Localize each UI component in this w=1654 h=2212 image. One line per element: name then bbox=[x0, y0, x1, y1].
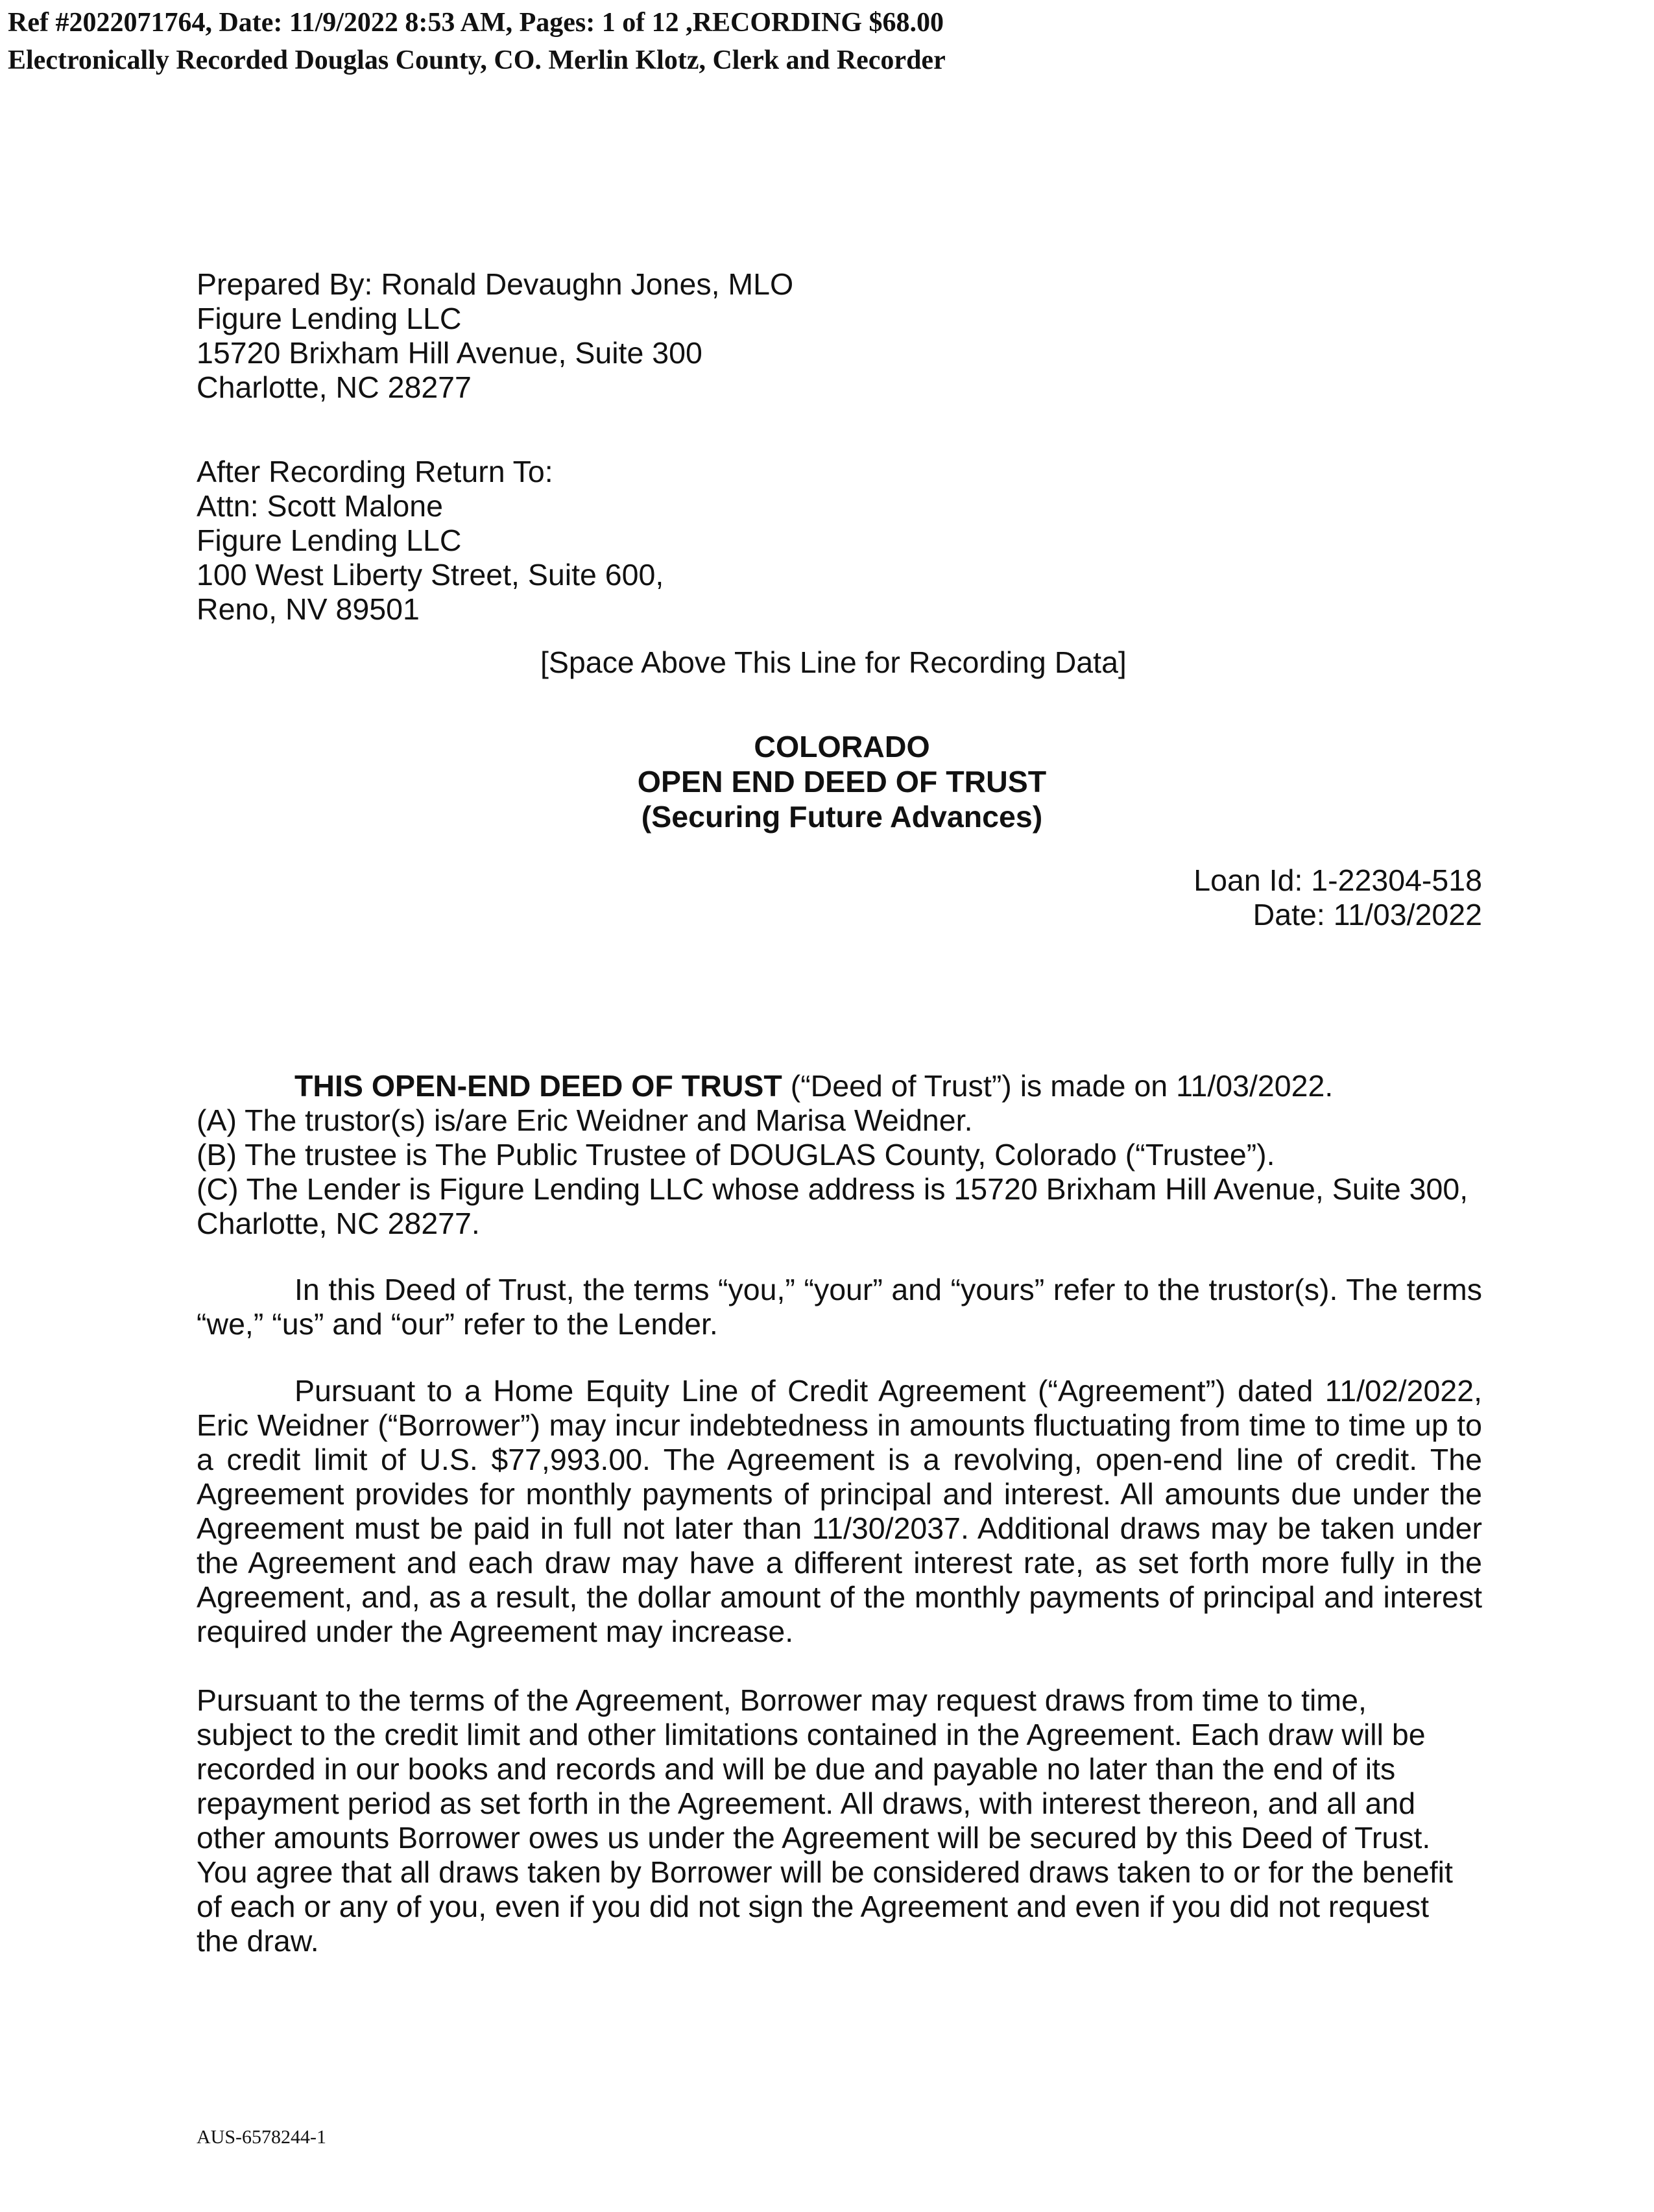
recording-header-line-1: Ref #2022071764, Date: 11/9/2022 8:53 AM, Pages: 1 of 12 ,RECORDING $68.00 bbox=[8, 8, 944, 38]
space-above-note: [Space Above This Line for Recording Data] bbox=[540, 645, 1127, 679]
draws-line: the draw. bbox=[197, 1924, 319, 1958]
return-to-heading: After Recording Return To: bbox=[197, 455, 553, 488]
draws-line: Pursuant to the terms of the Agreement, Borrower may request draws from time to time, bbox=[197, 1683, 1367, 1717]
prepared-by-line: Prepared By: Ronald Devaughn Jones, MLO bbox=[197, 267, 794, 301]
prepared-by-company: Figure Lending LLC bbox=[197, 302, 462, 335]
loan-date: Date: 11/03/2022 bbox=[1252, 898, 1482, 932]
draws-line: repayment period as set forth in the Agreement. All draws, with interest thereon, and all and bbox=[197, 1786, 1416, 1820]
trustors-line: (A) The trustor(s) is/are Eric Weidner and Marisa Weidner. bbox=[197, 1103, 973, 1137]
prepared-by-block bbox=[197, 267, 793, 405]
trustee-line: (B) The trustee is The Public Trustee of DOUGLAS County, Colorado (“Trustee”). bbox=[197, 1138, 1275, 1172]
draws-line: recorded in our books and records and will be due and payable no later than the end of its bbox=[197, 1752, 1396, 1786]
deed-made-lead bbox=[197, 1069, 1482, 1103]
return-to-attn: Attn: Scott Malone bbox=[197, 489, 443, 523]
deed-made-paragraph bbox=[197, 1069, 1482, 1241]
deed-made-lead-rest: (“Deed of Trust”) is made on 11/03/2022. bbox=[782, 1069, 1334, 1103]
draws-line: other amounts Borrower owes us under the Agreement will be secured by this Deed of Trust. bbox=[197, 1821, 1431, 1855]
deed-made-lead-bold: THIS OPEN-END DEED OF TRUST bbox=[294, 1069, 782, 1103]
return-to-company: Figure Lending LLC bbox=[197, 523, 462, 557]
agreement-paragraph: Pursuant to a Home Equity Line of Credit Agreement (“Agreement”) dated 11/02/2022, Eric Weidner (“Borrower”) may incur indebtedness in amounts fluctuating from time to time up to a credit limit of U.S. $77,993.00. The Agreement is a revolving, open-end line of credit. The Agreement provides for monthly payments of principal and interest. All amounts due under the Agreement must be paid in full not later than 11/30/2037. Additional draws may be taken under the Agreement and each draw may have a different interest rate, as set forth more fully in the Agreement, and, as a result, the dollar amount of the monthly payments of principal and interest required under the Agreement may increase. bbox=[197, 1374, 1482, 1648]
document-title bbox=[0, 729, 1654, 834]
draws-line: subject to the credit limit and other limitations contained in the Agreement. Each draw will be bbox=[197, 1718, 1426, 1751]
lender-line-2: Charlotte, NC 28277. bbox=[197, 1207, 480, 1240]
return-to-block bbox=[197, 455, 664, 627]
recording-header-line-2: Electronically Recorded Douglas County, CO. Merlin Klotz, Clerk and Recorder bbox=[8, 45, 946, 75]
loan-id: Loan Id: 1-22304-518 bbox=[1193, 863, 1482, 897]
prepared-by-street: 15720 Brixham Hill Avenue, Suite 300 bbox=[197, 336, 702, 370]
title-subtitle: (Securing Future Advances) bbox=[641, 800, 1043, 834]
return-to-city: Reno, NV 89501 bbox=[197, 592, 420, 626]
terms-paragraph: In this Deed of Trust, the terms “you,” “your” and “yours” refer to the trustor(s). The terms “we,” “us” and “our” refer to the Lender. bbox=[197, 1273, 1482, 1341]
lender-line-1: (C) The Lender is Figure Lending LLC whose address is 15720 Brixham Hill Avenue, Suite 300, bbox=[197, 1172, 1468, 1206]
draws-paragraph bbox=[197, 1683, 1482, 1958]
prepared-by-city: Charlotte, NC 28277 bbox=[197, 370, 472, 404]
title-state: COLORADO bbox=[754, 730, 930, 763]
loan-info-block bbox=[1193, 863, 1482, 932]
title-main: OPEN END DEED OF TRUST bbox=[637, 765, 1047, 799]
return-to-street: 100 West Liberty Street, Suite 600, bbox=[197, 558, 664, 592]
document-footer-id: AUS-6578244-1 bbox=[197, 2126, 326, 2148]
draws-line: of each or any of you, even if you did not sign the Agreement and even if you did not request bbox=[197, 1890, 1430, 1923]
draws-line: You agree that all draws taken by Borrower will be considered draws taken to or for the benefit bbox=[197, 1855, 1453, 1889]
recording-stamp-header bbox=[8, 4, 946, 79]
